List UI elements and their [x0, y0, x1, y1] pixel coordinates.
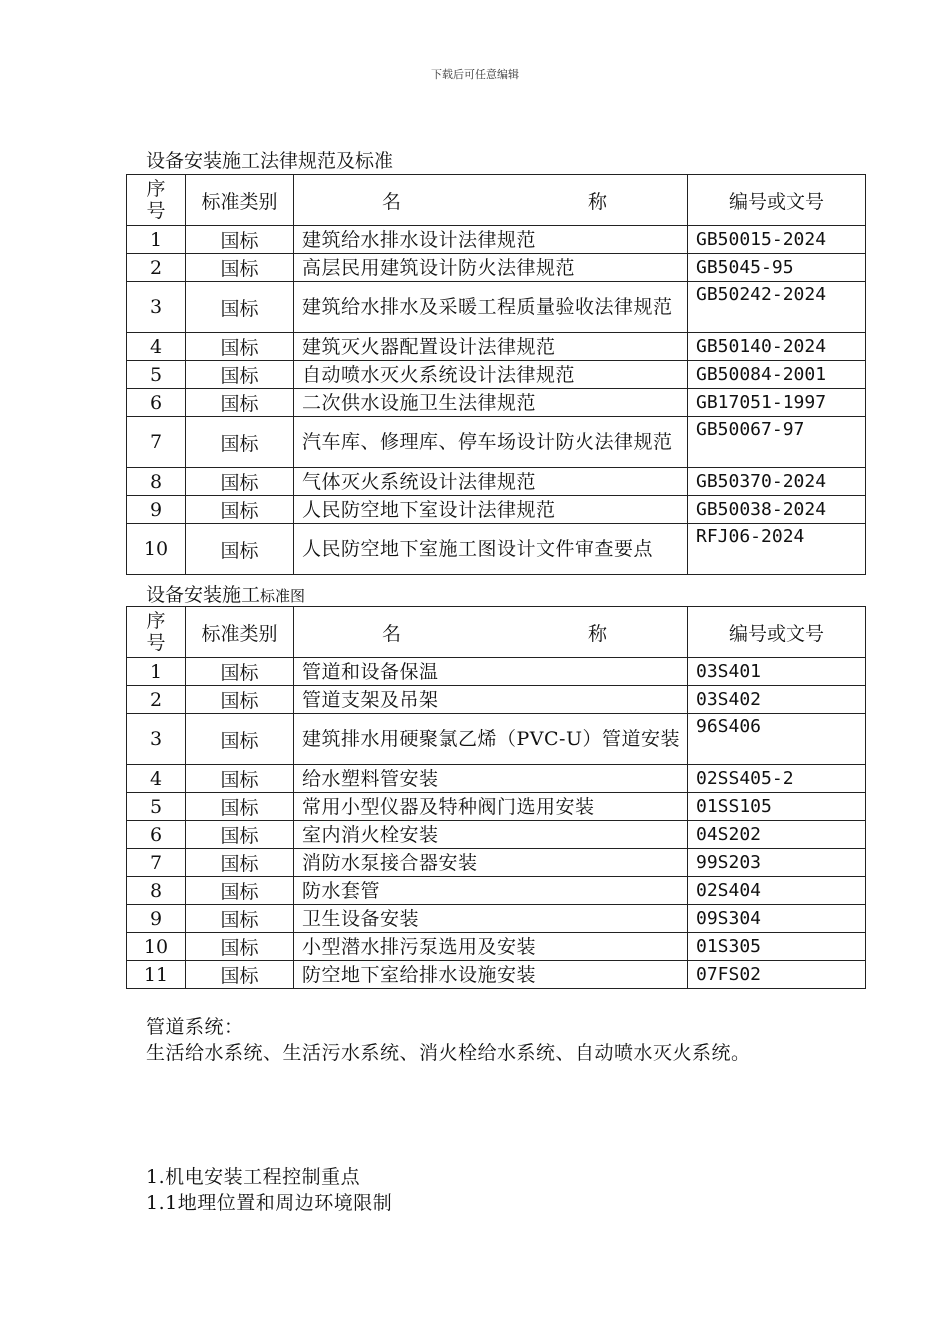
cell-name: 卫生设备安装 [294, 905, 688, 933]
outline-item-1: 1.机电安装工程控制重点 [146, 1166, 361, 1188]
cell-code: GB50067-97 [688, 417, 866, 468]
cell-category: 国标 [186, 658, 294, 686]
cell-code: 04S202 [688, 821, 866, 849]
cell-seq: 8 [127, 877, 186, 905]
table-row [127, 417, 866, 468]
cell-seq: 1 [127, 226, 186, 254]
cell-name: 常用小型仪器及特种阀门选用安装 [294, 793, 688, 821]
cell-name: 防空地下室给排水设施安装 [294, 961, 688, 989]
cell-code: 07FS02 [688, 961, 866, 989]
cell-seq: 7 [127, 417, 186, 468]
cell-category: 国标 [186, 361, 294, 389]
cell-category: 国标 [186, 905, 294, 933]
table-row [127, 765, 866, 793]
cell-seq: 6 [127, 821, 186, 849]
cell-name: 管道支架及吊架 [294, 686, 688, 714]
cell-category: 国标 [186, 389, 294, 417]
cell-seq: 8 [127, 468, 186, 496]
cell-code: 99S203 [688, 849, 866, 877]
cell-code: GB50038-2024 [688, 496, 866, 524]
cell-seq: 5 [127, 361, 186, 389]
cell-category: 国标 [186, 933, 294, 961]
header-category: 标准类别 [186, 175, 294, 226]
table-row [127, 793, 866, 821]
cell-code: RFJ06-2024 [688, 524, 866, 575]
cell-code: GB5045-95 [688, 254, 866, 282]
cell-category: 国标 [186, 496, 294, 524]
cell-seq: 9 [127, 905, 186, 933]
table-header-row [127, 175, 866, 226]
cell-name: 建筑灭火器配置设计法律规范 [294, 333, 688, 361]
table-row [127, 226, 866, 254]
header-category: 标准类别 [186, 607, 294, 658]
cell-seq: 10 [127, 933, 186, 961]
header-seq-line1: 序 [146, 178, 166, 200]
cell-name: 自动喷水灭火系统设计法律规范 [294, 361, 688, 389]
table-row [127, 496, 866, 524]
cell-name: 人民防空地下室设计法律规范 [294, 496, 688, 524]
table-row [127, 686, 866, 714]
table-row [127, 333, 866, 361]
cell-seq: 3 [127, 282, 186, 333]
cell-category: 国标 [186, 254, 294, 282]
section2-title-main: 设备安装施工 [146, 584, 261, 606]
cell-category: 国标 [186, 226, 294, 254]
table-row [127, 468, 866, 496]
drawings-table [126, 606, 866, 989]
table-row [127, 282, 866, 333]
table-row [127, 524, 866, 575]
table-row [127, 658, 866, 686]
cell-code: GB50140-2024 [688, 333, 866, 361]
cell-category: 国标 [186, 793, 294, 821]
cell-category: 国标 [186, 714, 294, 765]
cell-seq: 2 [127, 254, 186, 282]
cell-seq: 4 [127, 765, 186, 793]
cell-name: 建筑给水排水及采暖工程质量验收法律规范 [294, 282, 688, 333]
cell-seq: 6 [127, 389, 186, 417]
header-name-right: 称 [587, 190, 607, 213]
table-row [127, 714, 866, 765]
table-row [127, 905, 866, 933]
header-name [294, 607, 688, 658]
table-header-row [127, 607, 866, 658]
cell-code: GB50015-2024 [688, 226, 866, 254]
cell-seq: 4 [127, 333, 186, 361]
cell-name: 汽车库、修理库、停车场设计防火法律规范 [294, 417, 688, 468]
table-row [127, 933, 866, 961]
table-row [127, 821, 866, 849]
cell-category: 国标 [186, 468, 294, 496]
header-name [294, 175, 688, 226]
cell-category: 国标 [186, 686, 294, 714]
outline-item-1-1: 1.1地理位置和周边环境限制 [146, 1192, 393, 1214]
cell-code: GB50370-2024 [688, 468, 866, 496]
header-code: 编号或文号 [688, 175, 866, 226]
cell-name: 人民防空地下室施工图设计文件审查要点 [294, 524, 688, 575]
section2-title [146, 584, 305, 607]
cell-seq: 1 [127, 658, 186, 686]
header-seq [127, 175, 186, 226]
cell-name: 建筑给水排水设计法律规范 [294, 226, 688, 254]
cell-code: 96S406 [688, 714, 866, 765]
cell-code: GB50242-2024 [688, 282, 866, 333]
cell-category: 国标 [186, 282, 294, 333]
cell-name: 建筑排水用硬聚氯乙烯（PVC-U）管道安装 [294, 714, 688, 765]
header-seq [127, 607, 186, 658]
cell-seq: 3 [127, 714, 186, 765]
table-row [127, 849, 866, 877]
standards-table [126, 174, 866, 575]
table-row [127, 254, 866, 282]
section1-title: 设备安装施工法律规范及标准 [146, 150, 394, 172]
cell-name: 消防水泵接合器安装 [294, 849, 688, 877]
cell-seq: 7 [127, 849, 186, 877]
cell-category: 国标 [186, 877, 294, 905]
cell-name: 室内消火栓安装 [294, 821, 688, 849]
cell-category: 国标 [186, 417, 294, 468]
header-seq-line1: 序 [146, 610, 166, 632]
cell-seq: 2 [127, 686, 186, 714]
cell-name: 气体灭火系统设计法律规范 [294, 468, 688, 496]
pipe-system-text: 生活给水系统、生活污水系统、消火栓给水系统、自动喷水灭火系统。 [146, 1042, 751, 1064]
cell-code: 01SS105 [688, 793, 866, 821]
cell-category: 国标 [186, 524, 294, 575]
header-code: 编号或文号 [688, 607, 866, 658]
cell-seq: 5 [127, 793, 186, 821]
header-name-left: 名 [382, 622, 402, 645]
cell-seq: 9 [127, 496, 186, 524]
table-row [127, 389, 866, 417]
cell-code: 02SS405-2 [688, 765, 866, 793]
cell-name: 给水塑料管安装 [294, 765, 688, 793]
table-row [127, 961, 866, 989]
cell-seq: 10 [127, 524, 186, 575]
cell-code: GB17051-1997 [688, 389, 866, 417]
cell-category: 国标 [186, 961, 294, 989]
cell-seq: 11 [127, 961, 186, 989]
cell-code: GB50084-2001 [688, 361, 866, 389]
cell-name: 防水套管 [294, 877, 688, 905]
cell-name: 小型潜水排污泵选用及安装 [294, 933, 688, 961]
cell-name: 高层民用建筑设计防火法律规范 [294, 254, 688, 282]
section2-title-small: 标准图 [260, 587, 306, 605]
table-row [127, 361, 866, 389]
cell-code: 03S401 [688, 658, 866, 686]
cell-name: 管道和设备保温 [294, 658, 688, 686]
cell-category: 国标 [186, 821, 294, 849]
header-name-left: 名 [382, 190, 402, 213]
cell-category: 国标 [186, 765, 294, 793]
cell-code: 09S304 [688, 905, 866, 933]
cell-category: 国标 [186, 849, 294, 877]
table-row [127, 877, 866, 905]
header-seq-line2: 号 [146, 200, 166, 222]
cell-code: 01S305 [688, 933, 866, 961]
header-note: 下载后可任意编辑 [431, 68, 519, 81]
cell-code: 02S404 [688, 877, 866, 905]
cell-code: 03S402 [688, 686, 866, 714]
pipe-system-heading: 管道系统： [146, 1016, 244, 1038]
cell-name: 二次供水设施卫生法律规范 [294, 389, 688, 417]
cell-category: 国标 [186, 333, 294, 361]
header-seq-line2: 号 [146, 632, 166, 654]
header-name-right: 称 [587, 622, 607, 645]
